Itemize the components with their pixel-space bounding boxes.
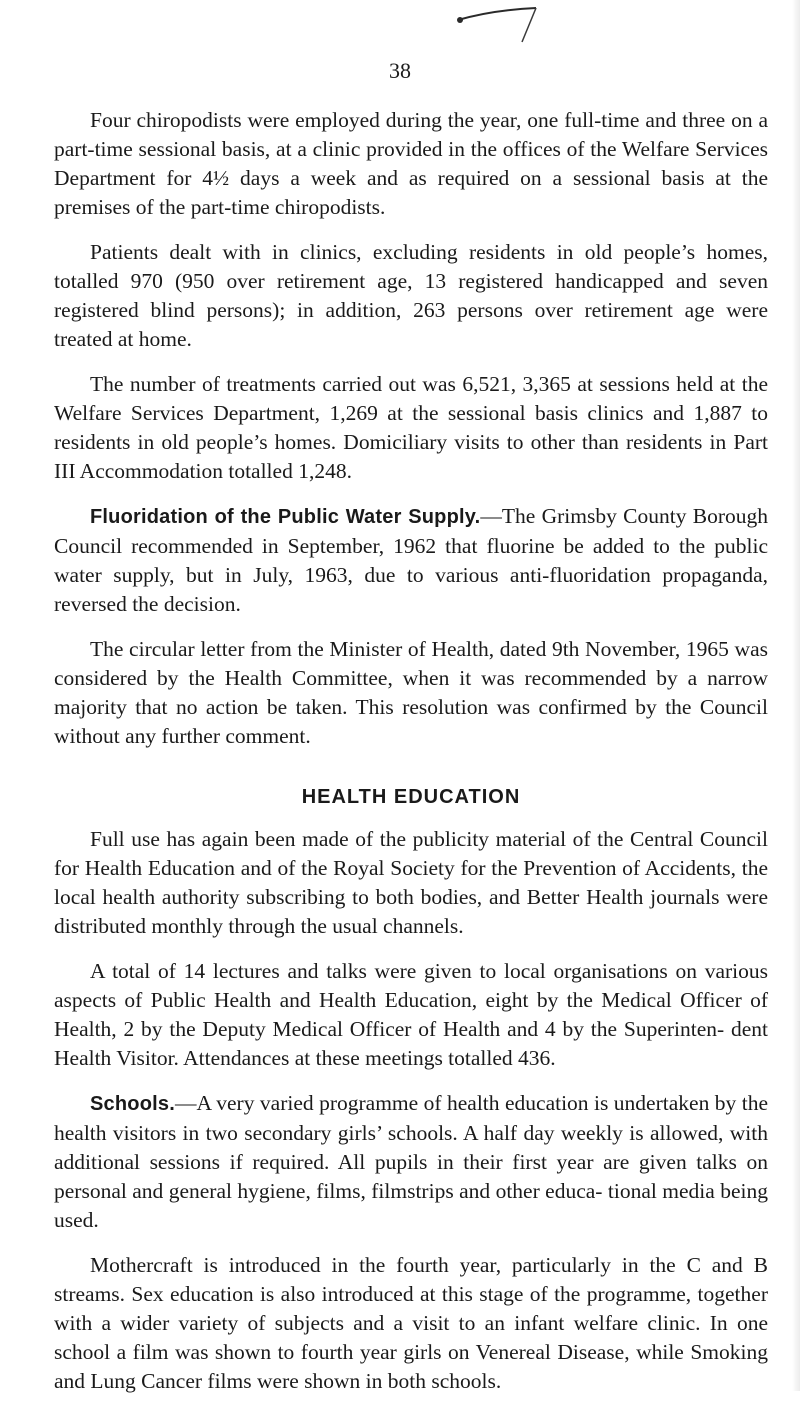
scan-mark-icon	[452, 2, 542, 52]
paragraph-mothercraft: Mothercraft is introduced in the fourth year, particularly in the C and B streams. Sex education is also introduced at this stage of the programme, together with a wider variety of subjects and a visit to an infant welfare clinic. In one school a film was shown to fourth year girls on Venereal Disease, while Smoking and Lung Cancer films were shown in both schools.	[54, 1253, 768, 1393]
schools-text: —A very varied programme of health education is undertaken by the health visitors in two secondary girls’ schools. A half day weekly is allowed, with additional sessions if required. All pupils in their first year are given talks on personal and general hygiene, films, filmstrips and other educa- tional media being used.	[54, 1091, 768, 1232]
section-heading-health-education: HEALTH EDUCATION	[301, 786, 521, 808]
page-number: 38	[389, 58, 411, 83]
page-body	[54, 106, 768, 1412]
paragraph-chiropodists: Four chiropodists were employed during the year, one full-time and three on a part-time sessional basis, at a clinic provided in the offices of the Welfare Services Department for 4½ days a week and as required on a sessional basis at the premises of the part-time chiropodists.	[54, 108, 768, 219]
page-edge-shadow	[792, 0, 800, 1391]
paragraph-lectures: A total of 14 lectures and talks were given to local organisations on various aspects of Public Health and Health Education, eight by the Medical Officer of Health, 2 by the Deputy Medical Officer of Health and 4 by the Superinten- dent Health Visitor. Attendances at these meetings totalled 436.	[54, 959, 768, 1070]
paragraph-treatments: The number of treatments carried out was 6,521, 3,365 at sessions held at the Welfare Services Department, 1,269 at the sessional basis clinics and 1,887 to residents in old people’s homes. Domiciliary visits to other than residents in Part III Accommodation totalled 1,248.	[54, 372, 768, 483]
paragraph-patients: Patients dealt with in clinics, excluding residents in old people’s homes, totalled 970 (950 over retirement age, 13 registered handicapped and seven registered blind persons); in addition, 263 persons over retirement age were treated at home.	[54, 240, 768, 351]
paragraph-schools	[54, 1089, 768, 1235]
fluoridation-text: —The Grimsby County Borough Council recommended in September, 1962 that fluorine be added to the public water supply, but in July, 1963, due to various anti-fluoridation propaganda, reversed the decision.	[54, 504, 768, 616]
paragraph-publicity: Full use has again been made of the publicity material of the Central Council for Health Education and of the Royal Society for the Prevention of Accidents, the local health authority subscribing to both bodies, and Better Health journals were distributed monthly through the usual channels.	[54, 827, 768, 938]
paragraph-circular-letter: The circular letter from the Minister of Health, dated 9th November, 1965 was considered by the Health Committee, when it was recommended by a narrow majority that no action be taken. This resolution was confirmed by the Council without any further comment.	[54, 637, 768, 748]
paragraph-fluoridation	[54, 502, 768, 619]
fluoridation-heading: Fluoridation of the Public Water Supply.	[90, 506, 481, 528]
schools-heading: Schools.	[90, 1093, 175, 1115]
